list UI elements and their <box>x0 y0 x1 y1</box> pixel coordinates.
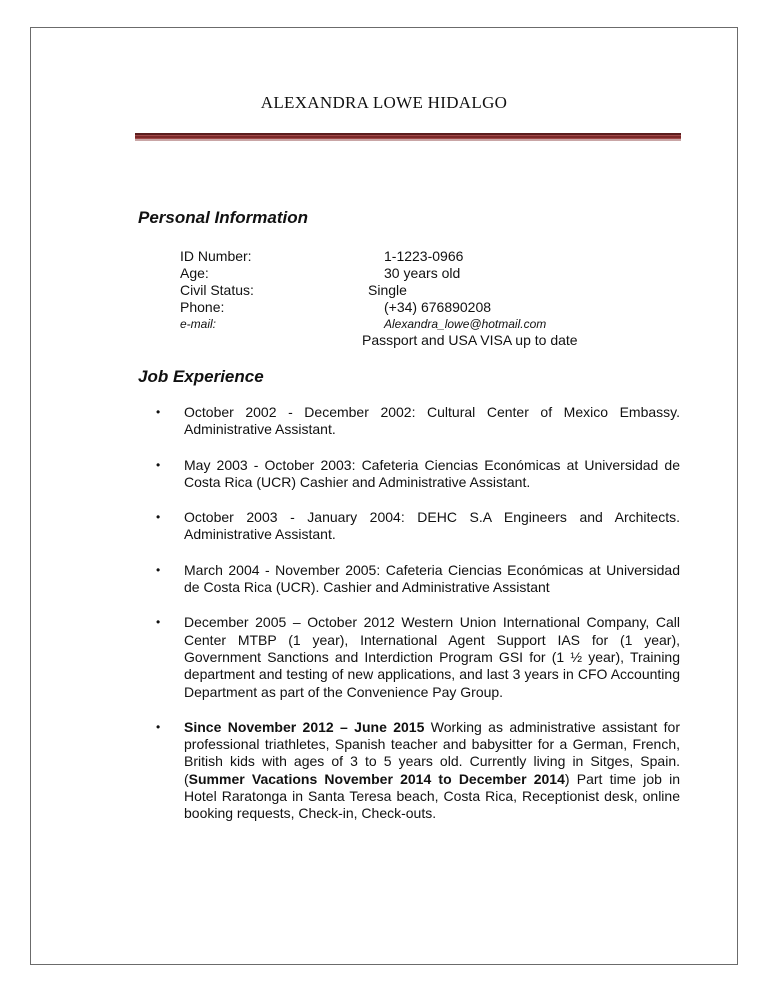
bullet-icon: • <box>156 510 161 525</box>
job-item <box>150 509 680 544</box>
job-text: October 2002 - December 2002: Cultural Center of Mexico Embassy. Administrative Assistant. <box>184 404 680 438</box>
bullet-icon: • <box>156 457 161 472</box>
candidate-name: ALEXANDRA LOWE HIDALGO <box>260 93 508 112</box>
info-label: Civil Status: <box>180 282 254 298</box>
info-value: 30 years old <box>384 265 461 281</box>
bullet-icon: • <box>156 719 161 734</box>
job-text: October 2003 - January 2004: DEHC S.A Engineers and Architects. Administrative Assistant. <box>184 509 680 543</box>
bullet-icon: • <box>156 562 161 577</box>
bullet-icon: • <box>156 405 161 419</box>
job-text: March 2004 - November 2005: Cafeteria Ciencias Económicas at Universidad de Costa Rica (UCR). Cashier and Administrative Assistant <box>184 561 680 596</box>
header-rule <box>135 133 681 141</box>
email-link[interactable]: Alexandra_lowe@hotmail.com <box>384 317 547 331</box>
job-item <box>150 404 680 439</box>
bullet-icon: • <box>156 615 161 630</box>
info-label: ID Number: <box>180 248 252 264</box>
job-experience-title: Job Experience <box>138 367 264 386</box>
job-list <box>150 404 680 841</box>
info-value: Single <box>368 282 407 298</box>
info-label: Phone: <box>180 299 225 315</box>
job-text: December 2005 – October 2012 Western Union International Company, Call Center MTBP (1 year), International Agent Support IAS for (1 year), Government Sanctions and Interdiction Program GSI for (1 ½ year), Training department and testing of new applications, and last 3 years in CFO Accounting Department as part of the Convenience Pay Group. <box>184 614 680 700</box>
job-item <box>150 562 680 597</box>
info-value: 1-1223-0966 <box>384 248 464 264</box>
info-label: Age: <box>180 265 209 281</box>
job-period-bold: Summer Vacations November 2014 to December 2014 <box>188 770 565 787</box>
job-period-bold: Since November 2012 – June 2015 <box>184 718 425 735</box>
passport-note: Passport and USA VISA up to date <box>362 332 578 348</box>
personal-info-title: Personal Information <box>138 208 309 227</box>
job-text: ) Part time job in Hotel Raratonga in Santa Teresa beach, Costa Rica, Receptionist desk, online booking requests, Check-in, Check-outs. <box>184 770 680 822</box>
job-item <box>150 614 680 700</box>
job-text: Working as administrative assistant for professional triathletes, Spanish teacher and babysitter for a German, French, British kids with ages of 3 to 5 years old. Currently living in Sitges, Spain. ( <box>184 718 680 787</box>
job-item <box>150 457 680 492</box>
job-item <box>150 719 680 823</box>
info-label: e-mail: <box>180 317 217 331</box>
info-value: (+34) 676890208 <box>384 299 492 315</box>
job-text: May 2003 - October 2003: Cafeteria Ciencias Económicas at Universidad de Costa Rica (UCR) Cashier and Administrative Assistant. <box>184 456 680 490</box>
